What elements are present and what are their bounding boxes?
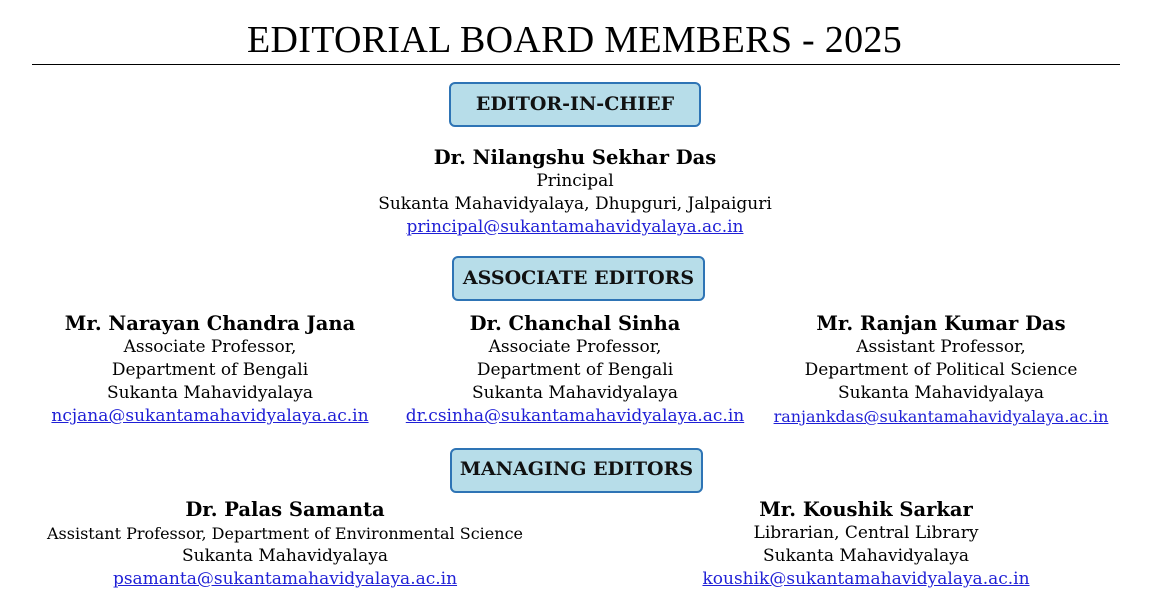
managing-editor-card — [30, 497, 540, 591]
person-name: Mr. Narayan Chandra Jana — [64, 312, 356, 335]
person-institution: Sukanta Mahavidyalaya — [763, 546, 969, 566]
person-name: Dr. Chanchal Sinha — [469, 312, 681, 335]
person-institution: Sukanta Mahavidyalaya — [107, 383, 313, 403]
person-institution: Sukanta Mahavidyalaya — [472, 383, 678, 403]
email-link[interactable]: ncjana@sukantamahavidyalaya.ac.in — [51, 406, 369, 426]
person-name: Dr. Nilangshu Sekhar Das — [433, 146, 717, 169]
section-label: EDITOR-IN-CHIEF — [475, 93, 675, 115]
email-link[interactable]: psamanta@sukantamahavidyalaya.ac.in — [112, 569, 458, 589]
section-associate-editors — [452, 256, 705, 301]
page-title: EDITORIAL BOARD MEMBERS - 2025 — [246, 19, 903, 61]
person-institution: Sukanta Mahavidyalaya, Dhupguri, Jalpaiguri — [378, 194, 772, 214]
person-role: Librarian, Central Library — [753, 523, 979, 543]
section-managing-editors — [450, 448, 703, 493]
email-link[interactable]: principal@sukantamahavidyalaya.ac.in — [406, 217, 744, 237]
person-institution: Sukanta Mahavidyalaya — [838, 383, 1044, 403]
title-divider — [32, 64, 1120, 65]
associate-editor-card — [390, 311, 760, 428]
chief-editor-card — [300, 145, 850, 239]
person-name: Mr. Ranjan Kumar Das — [816, 312, 1066, 335]
person-role: Principal — [536, 171, 614, 191]
person-department: Department of Bengali — [476, 360, 674, 380]
person-name: Mr. Koushik Sarkar — [759, 498, 973, 521]
person-name: Dr. Palas Samanta — [185, 498, 385, 521]
managing-editor-card — [680, 497, 1052, 591]
email-link[interactable]: koushik@sukantamahavidyalaya.ac.in — [702, 569, 1030, 589]
associate-editor-card — [30, 311, 390, 428]
person-role: Assistant Professor, — [856, 337, 1026, 357]
email-link[interactable]: ranjankdas@sukantamahavidyalaya.ac.in — [773, 407, 1109, 426]
email-link[interactable]: dr.csinha@sukantamahavidyalaya.ac.in — [405, 406, 745, 426]
associate-editor-card — [760, 311, 1122, 428]
person-department: Department of Political Science — [804, 360, 1078, 380]
person-role: Associate Professor, — [123, 337, 297, 357]
person-role: Associate Professor, — [488, 337, 662, 357]
section-label: MANAGING EDITORS — [459, 458, 694, 480]
person-department: Department of Bengali — [111, 360, 309, 380]
section-label: ASSOCIATE EDITORS — [462, 267, 695, 289]
person-role: Assistant Professor, Department of Environmental Science — [47, 524, 523, 543]
section-editor-in-chief — [449, 82, 701, 127]
person-institution: Sukanta Mahavidyalaya — [182, 546, 388, 566]
